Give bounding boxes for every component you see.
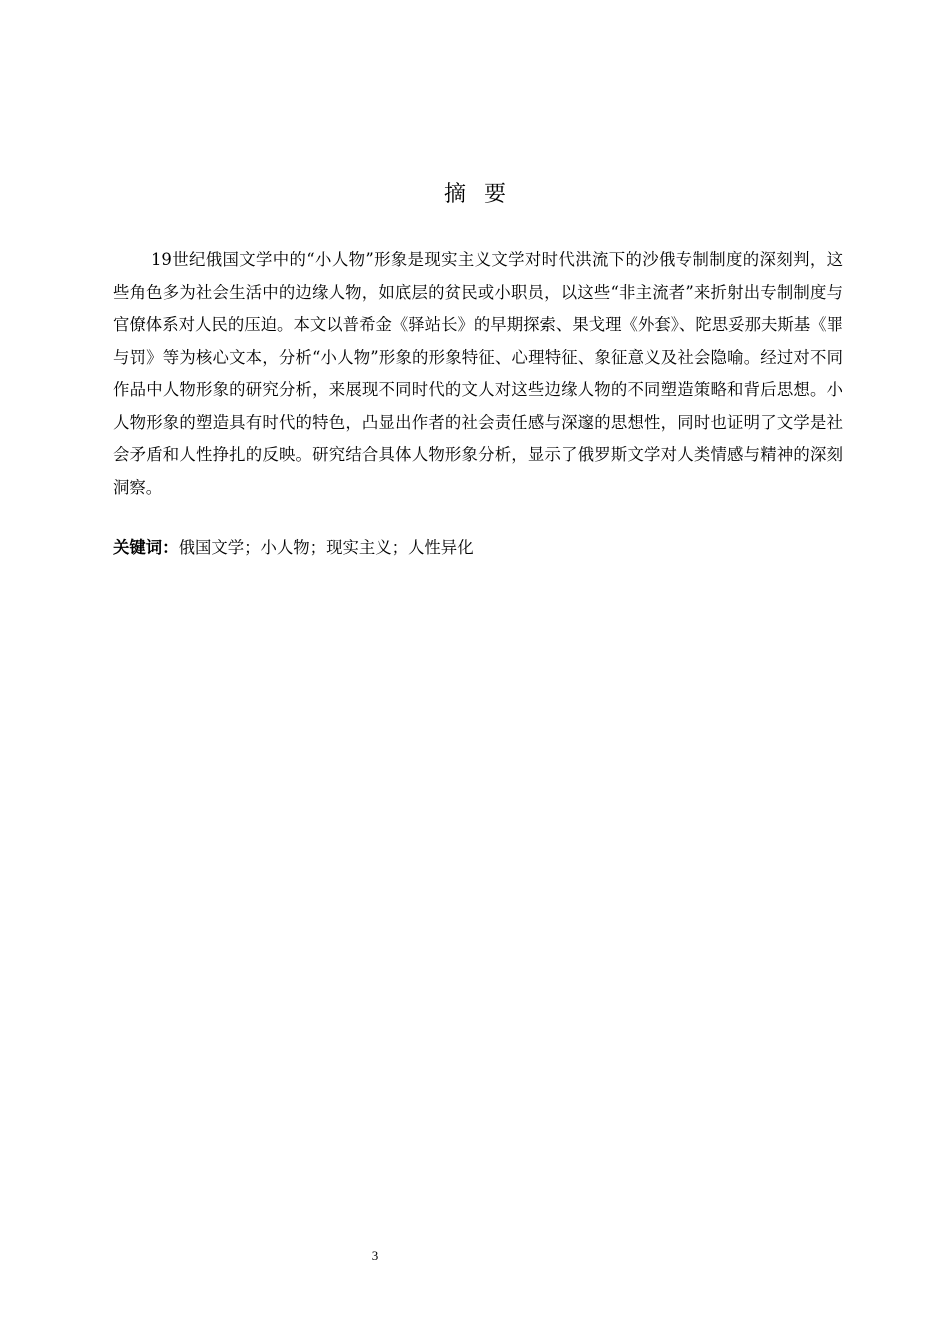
- keywords-text: 俄国文学；小人物；现实主义；人性异化: [178, 538, 474, 557]
- abstract-title: 摘要: [443, 182, 524, 207]
- abstract-body: 19世纪俄国文学中的“小人物”形象是现实主义文学对时代洪流下的沙俄专制制度的深刻判，这些角色多为社会生活中的边缘人物，如底层的贫民或小职员，以这些“非主流者”来折射出专制制度与官僚体系对人民的压迫。本文以普希金《驿站长》的早期探索、果戈理《外套》、陀思妥那夫斯基《罪与罚》等为核心文本，分析“小人物”形象的形象特征、心理特征、象征意义及社会隐喻。经过对不同作品中人物形象的研究分析，来展现不同时代的文人对这些边缘人物的不同塑造策略和背后思想。小人物形象的塑造具有时代的特色，凸显出作者的社会责任感与深邃的思想性，同时也证明了文学是社会矛盾和人性挣扎的反映。研究结合具体人物形象分析，显示了俄罗斯文学对人类情感与精神的深刻洞察。: [113, 250, 843, 497]
- page-number: 3: [371, 1248, 379, 1263]
- keywords-line: [113, 533, 843, 563]
- keywords-label: 关键词：: [113, 538, 179, 557]
